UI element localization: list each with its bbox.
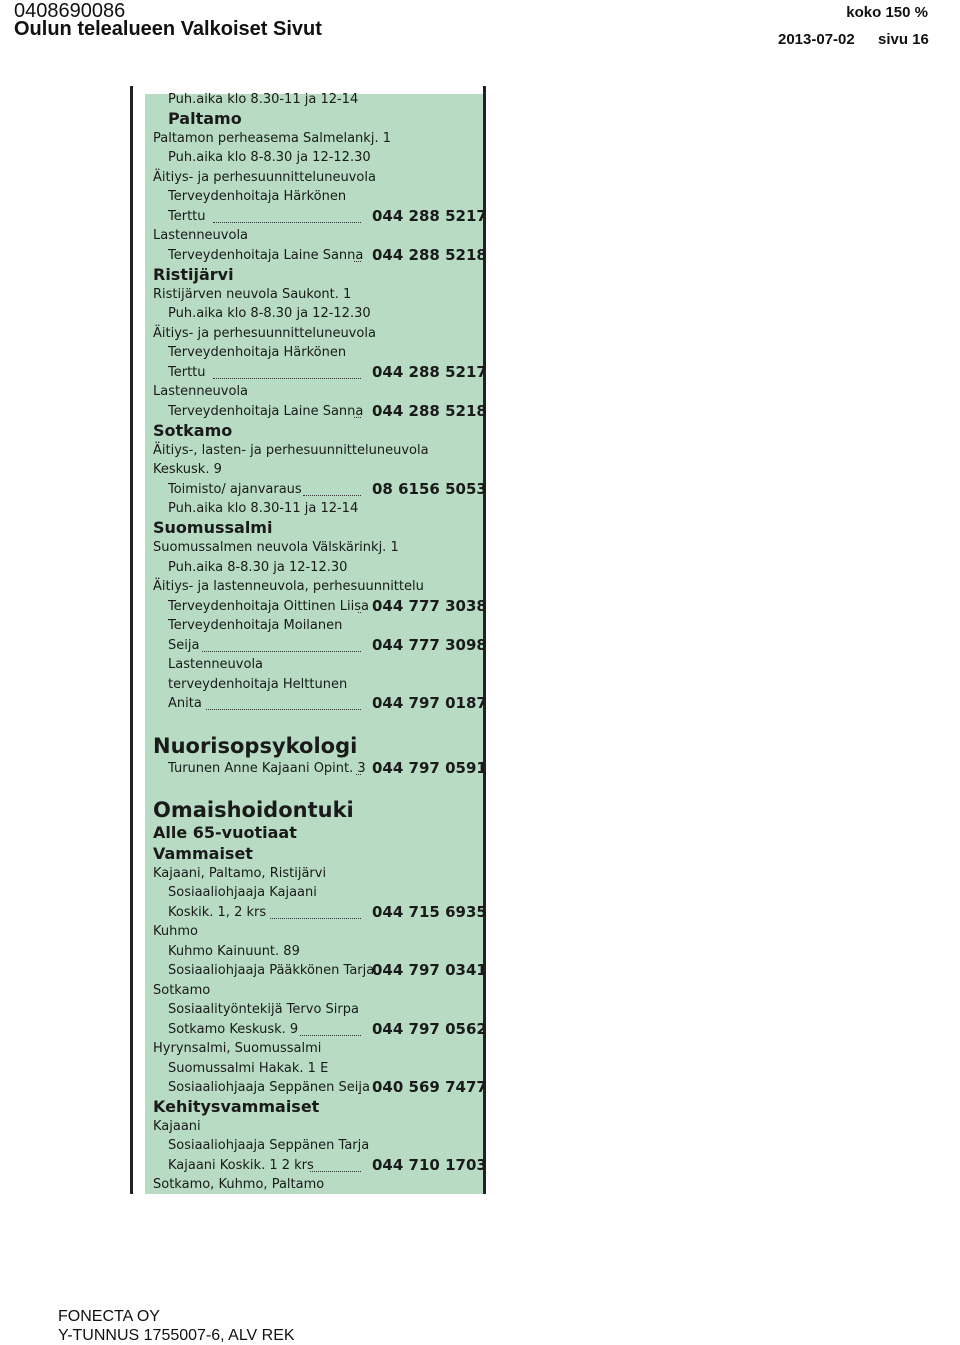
dot-leader xyxy=(213,378,361,379)
listing-line: Kajaani xyxy=(153,1119,201,1134)
listing-line: Lastenneuvola xyxy=(168,657,264,672)
listing xyxy=(130,86,486,1196)
listing-line: Puh.aika klo 8.30-11 ja 12-14 xyxy=(168,501,359,516)
listing-line: Äitiys- ja perhesuunnitteluneuvola xyxy=(153,170,376,185)
listing-line: Seija xyxy=(168,638,200,653)
phone-number: 044 797 0187 xyxy=(372,694,487,712)
phone-number: 08 6156 5053 xyxy=(372,480,487,498)
listing-line: Turunen Anne Kajaani Opint. 3 xyxy=(168,761,366,776)
listing-line: Keskusk. 9 xyxy=(153,462,222,477)
header-date: 2013-07-02 xyxy=(778,31,855,48)
listing-line: Lastenneuvola xyxy=(153,228,249,243)
section-heading-omaishoidontuki: Omaishoidontuki xyxy=(153,798,354,822)
phone-number: 044 797 0562 xyxy=(372,1020,487,1038)
listing-line: Lastenneuvola xyxy=(153,384,249,399)
dot-leader xyxy=(300,1035,361,1036)
subheading-alle-65: Alle 65-vuotiaat xyxy=(153,823,297,842)
subheading-kehitysvammaiset: Kehitysvammaiset xyxy=(153,1097,320,1116)
header-phone: 0408690086 xyxy=(14,0,126,22)
listing-line: Sosiaalityöntekijä Tervo Sirpa xyxy=(168,1002,359,1017)
listing-line: Koskik. 1, 2 krs xyxy=(168,905,267,920)
place-heading-ristijarvi: Ristijärvi xyxy=(153,265,234,284)
dot-leader xyxy=(310,1171,361,1172)
listing-line: Sosiaaliohjaaja Seppänen Seija xyxy=(168,1080,370,1095)
listing-line: Terveydenhoitaja Moilanen xyxy=(168,618,343,633)
dot-leader xyxy=(354,417,361,418)
listing-line: Suomussalmi Hakak. 1 E xyxy=(168,1061,329,1076)
listing-line: Terveydenhoitaja Laine Sanna xyxy=(168,248,364,263)
listing-line: Sosiaaliohjaaja Seppänen Tarja xyxy=(168,1138,370,1153)
dot-leader xyxy=(303,495,361,496)
listing-line: Sosiaaliohjaaja Pääkkönen Tarja xyxy=(168,963,375,978)
subheading-vammaiset: Vammaiset xyxy=(153,844,253,863)
dot-leader xyxy=(202,651,361,652)
listing-line: Terveydenhoitaja Härkönen xyxy=(168,189,347,204)
listing-line: Puh.aika 8-8.30 ja 12-12.30 xyxy=(168,560,348,575)
listing-line: Anita xyxy=(168,696,202,711)
listing-line: Ristijärven neuvola Saukont. 1 xyxy=(153,287,352,302)
place-heading-suomussalmi: Suomussalmi xyxy=(153,518,273,537)
listing-line: Puh.aika klo 8-8.30 ja 12-12.30 xyxy=(168,306,371,321)
listing-line: Terttu xyxy=(168,365,206,380)
phone-number: 044 288 5218 xyxy=(372,402,487,420)
header-page-number: sivu 16 xyxy=(878,31,929,48)
listing-line: Puh.aika klo 8.30-11 ja 12-14 xyxy=(168,92,359,107)
listing-line: Sotkamo xyxy=(153,983,211,998)
listing-line: Terveydenhoitaja Oittinen Liisa xyxy=(168,599,369,614)
phone-number: 044 288 5218 xyxy=(372,246,487,264)
phone-number: 044 715 6935 xyxy=(372,903,487,921)
place-heading-sotkamo: Sotkamo xyxy=(153,421,233,440)
dot-leader xyxy=(206,709,361,710)
dot-leader xyxy=(270,918,361,919)
listing-line: Äitiys- ja perhesuunnitteluneuvola xyxy=(153,326,376,341)
footer xyxy=(58,1307,295,1345)
phone-number: 040 569 7477 xyxy=(372,1078,487,1096)
phone-number: 044 777 3098 xyxy=(372,636,487,654)
listing-line: Paltamon perheasema Salmelankj. 1 xyxy=(153,131,391,146)
phone-number: 044 288 5217 xyxy=(372,363,487,381)
phone-number: 044 797 0341 xyxy=(372,961,487,979)
phone-number: 044 288 5217 xyxy=(372,207,487,225)
listing-line: Puh.aika klo 8-8.30 ja 12-12.30 xyxy=(168,150,371,165)
section-heading-nuorisopsykologi: Nuorisopsykologi xyxy=(153,734,358,758)
dot-leader xyxy=(358,1093,361,1094)
footer-ytunnus: Y-TUNNUS 1755007-6, ALV REK xyxy=(58,1327,295,1344)
header-title: Oulun telealueen Valkoiset Sivut xyxy=(14,18,322,40)
phone-number: 044 797 0591 xyxy=(372,759,487,777)
listing-line: Äitiys- ja lastenneuvola, perhesuunnittelu xyxy=(153,579,424,594)
listing-line: Sosiaaliohjaaja Kajaani xyxy=(168,885,317,900)
listing-line: Kajaani Koskik. 1 2 krs xyxy=(168,1158,314,1173)
listing-line: Sotkamo, Kuhmo, Paltamo xyxy=(153,1177,325,1192)
dot-leader xyxy=(358,612,361,613)
listing-line: Kuhmo Kainuunt. 89 xyxy=(168,944,300,959)
listing-line: Sotkamo Keskusk. 9 xyxy=(168,1022,299,1037)
listing-line: Terveydenhoitaja Härkönen xyxy=(168,345,347,360)
header-zoom: koko 150 % xyxy=(846,4,928,21)
listing-line: Kuhmo xyxy=(153,924,198,939)
dot-leader xyxy=(354,261,361,262)
listing-line: Suomussalmen neuvola Välskärinkj. 1 xyxy=(153,540,399,555)
listing-line: terveydenhoitaja Helttunen xyxy=(168,677,348,692)
listing-line: Toimisto/ ajanvaraus xyxy=(168,482,302,497)
listing-line: Terttu xyxy=(168,209,206,224)
dot-leader xyxy=(213,222,361,223)
listing-line: Äitiys-, lasten- ja perhesuunnitteluneuvola xyxy=(153,443,429,458)
phone-number: 044 710 1703 xyxy=(372,1156,487,1174)
listing-line: Hyrynsalmi, Suomussalmi xyxy=(153,1041,322,1056)
listing-line: Terveydenhoitaja Laine Sanna xyxy=(168,404,364,419)
phone-number: 044 777 3038 xyxy=(372,597,487,615)
dot-leader xyxy=(356,774,361,775)
listing-line: Kajaani, Paltamo, Ristijärvi xyxy=(153,866,327,881)
place-heading-paltamo: Paltamo xyxy=(168,109,242,128)
footer-company: FONECTA OY xyxy=(58,1308,160,1325)
